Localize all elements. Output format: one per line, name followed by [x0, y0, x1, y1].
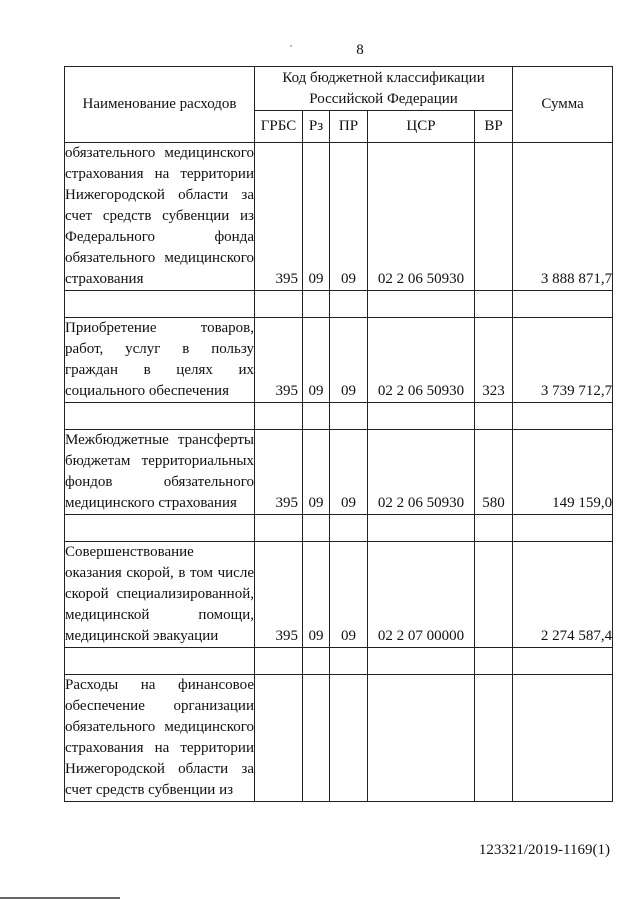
rz-header: Рз [303, 111, 330, 143]
csr-header: ЦСР [368, 111, 475, 143]
vr-cell [475, 143, 513, 291]
amount-cell [513, 675, 613, 802]
expense-name: Межбюджетные трансферты бюджетам территориальных фондов обязательного медицинского страхования [65, 430, 255, 515]
csr-cell [368, 675, 475, 802]
budget-table [64, 66, 613, 802]
vr-cell: 323 [475, 318, 513, 403]
scan-speck: ˙ [289, 42, 293, 56]
grbs-cell: 395 [255, 542, 303, 648]
rz-cell: 09 [303, 542, 330, 648]
pr-cell: 09 [330, 318, 368, 403]
vr-cell [475, 542, 513, 648]
table-row [65, 143, 613, 291]
scan-edge-line [0, 897, 120, 899]
vr-cell [475, 675, 513, 802]
expense-name: Приобретение товаров, работ, услуг в пользу граждан в целях их социального обеспечения [65, 318, 255, 403]
csr-cell: 02 2 07 00000 [368, 542, 475, 648]
table-row [65, 542, 613, 648]
rz-cell: 09 [303, 430, 330, 515]
spacer-row [65, 403, 613, 430]
rz-cell: 09 [303, 143, 330, 291]
grbs-cell: 395 [255, 318, 303, 403]
pr-header: ПР [330, 111, 368, 143]
table-row [65, 430, 613, 515]
table-row [65, 675, 613, 802]
amount-cell: 149 159,0 [513, 430, 613, 515]
grbs-header: ГРБС [255, 111, 303, 143]
amount-cell: 2 274 587,4 [513, 542, 613, 648]
csr-cell: 02 2 06 50930 [368, 318, 475, 403]
spacer-row [65, 291, 613, 318]
pr-cell: 09 [330, 542, 368, 648]
csr-cell: 02 2 06 50930 [368, 430, 475, 515]
sum-column-header: Сумма [513, 67, 613, 143]
code-group-header: Код бюджетной классификации Российской Федерации [255, 67, 513, 111]
vr-header: ВР [475, 111, 513, 143]
expense-name: Совершенствование оказания скорой, в том числе скорой специализированной, медицинской помощи, медицинской эвакуации [65, 542, 255, 648]
name-column-header: Наименование расходов [65, 67, 255, 143]
spacer-row [65, 515, 613, 542]
pr-cell: 09 [330, 143, 368, 291]
table-row [65, 318, 613, 403]
amount-cell: 3 888 871,7 [513, 143, 613, 291]
grbs-cell: 395 [255, 143, 303, 291]
page-number: 8 [356, 42, 364, 58]
expense-name: Расходы на финансовое обеспечение организации обязательного медицинского страхования на территории Нижегородской области за счет средств субвенции из [65, 675, 255, 802]
amount-cell: 3 739 712,7 [513, 318, 613, 403]
grbs-cell: 395 [255, 430, 303, 515]
document-code: 123321/2019-1169(1) [478, 842, 610, 858]
vr-cell: 580 [475, 430, 513, 515]
pr-cell [330, 675, 368, 802]
spacer-row [65, 648, 613, 675]
grbs-cell [255, 675, 303, 802]
csr-cell: 02 2 06 50930 [368, 143, 475, 291]
rz-cell: 09 [303, 318, 330, 403]
expense-name: обязательного медицинского страхования на территории Нижегородской области за счет средств субвенции из Федерального фонда обязательного медицинского страхования [65, 143, 255, 291]
pr-cell: 09 [330, 430, 368, 515]
rz-cell [303, 675, 330, 802]
